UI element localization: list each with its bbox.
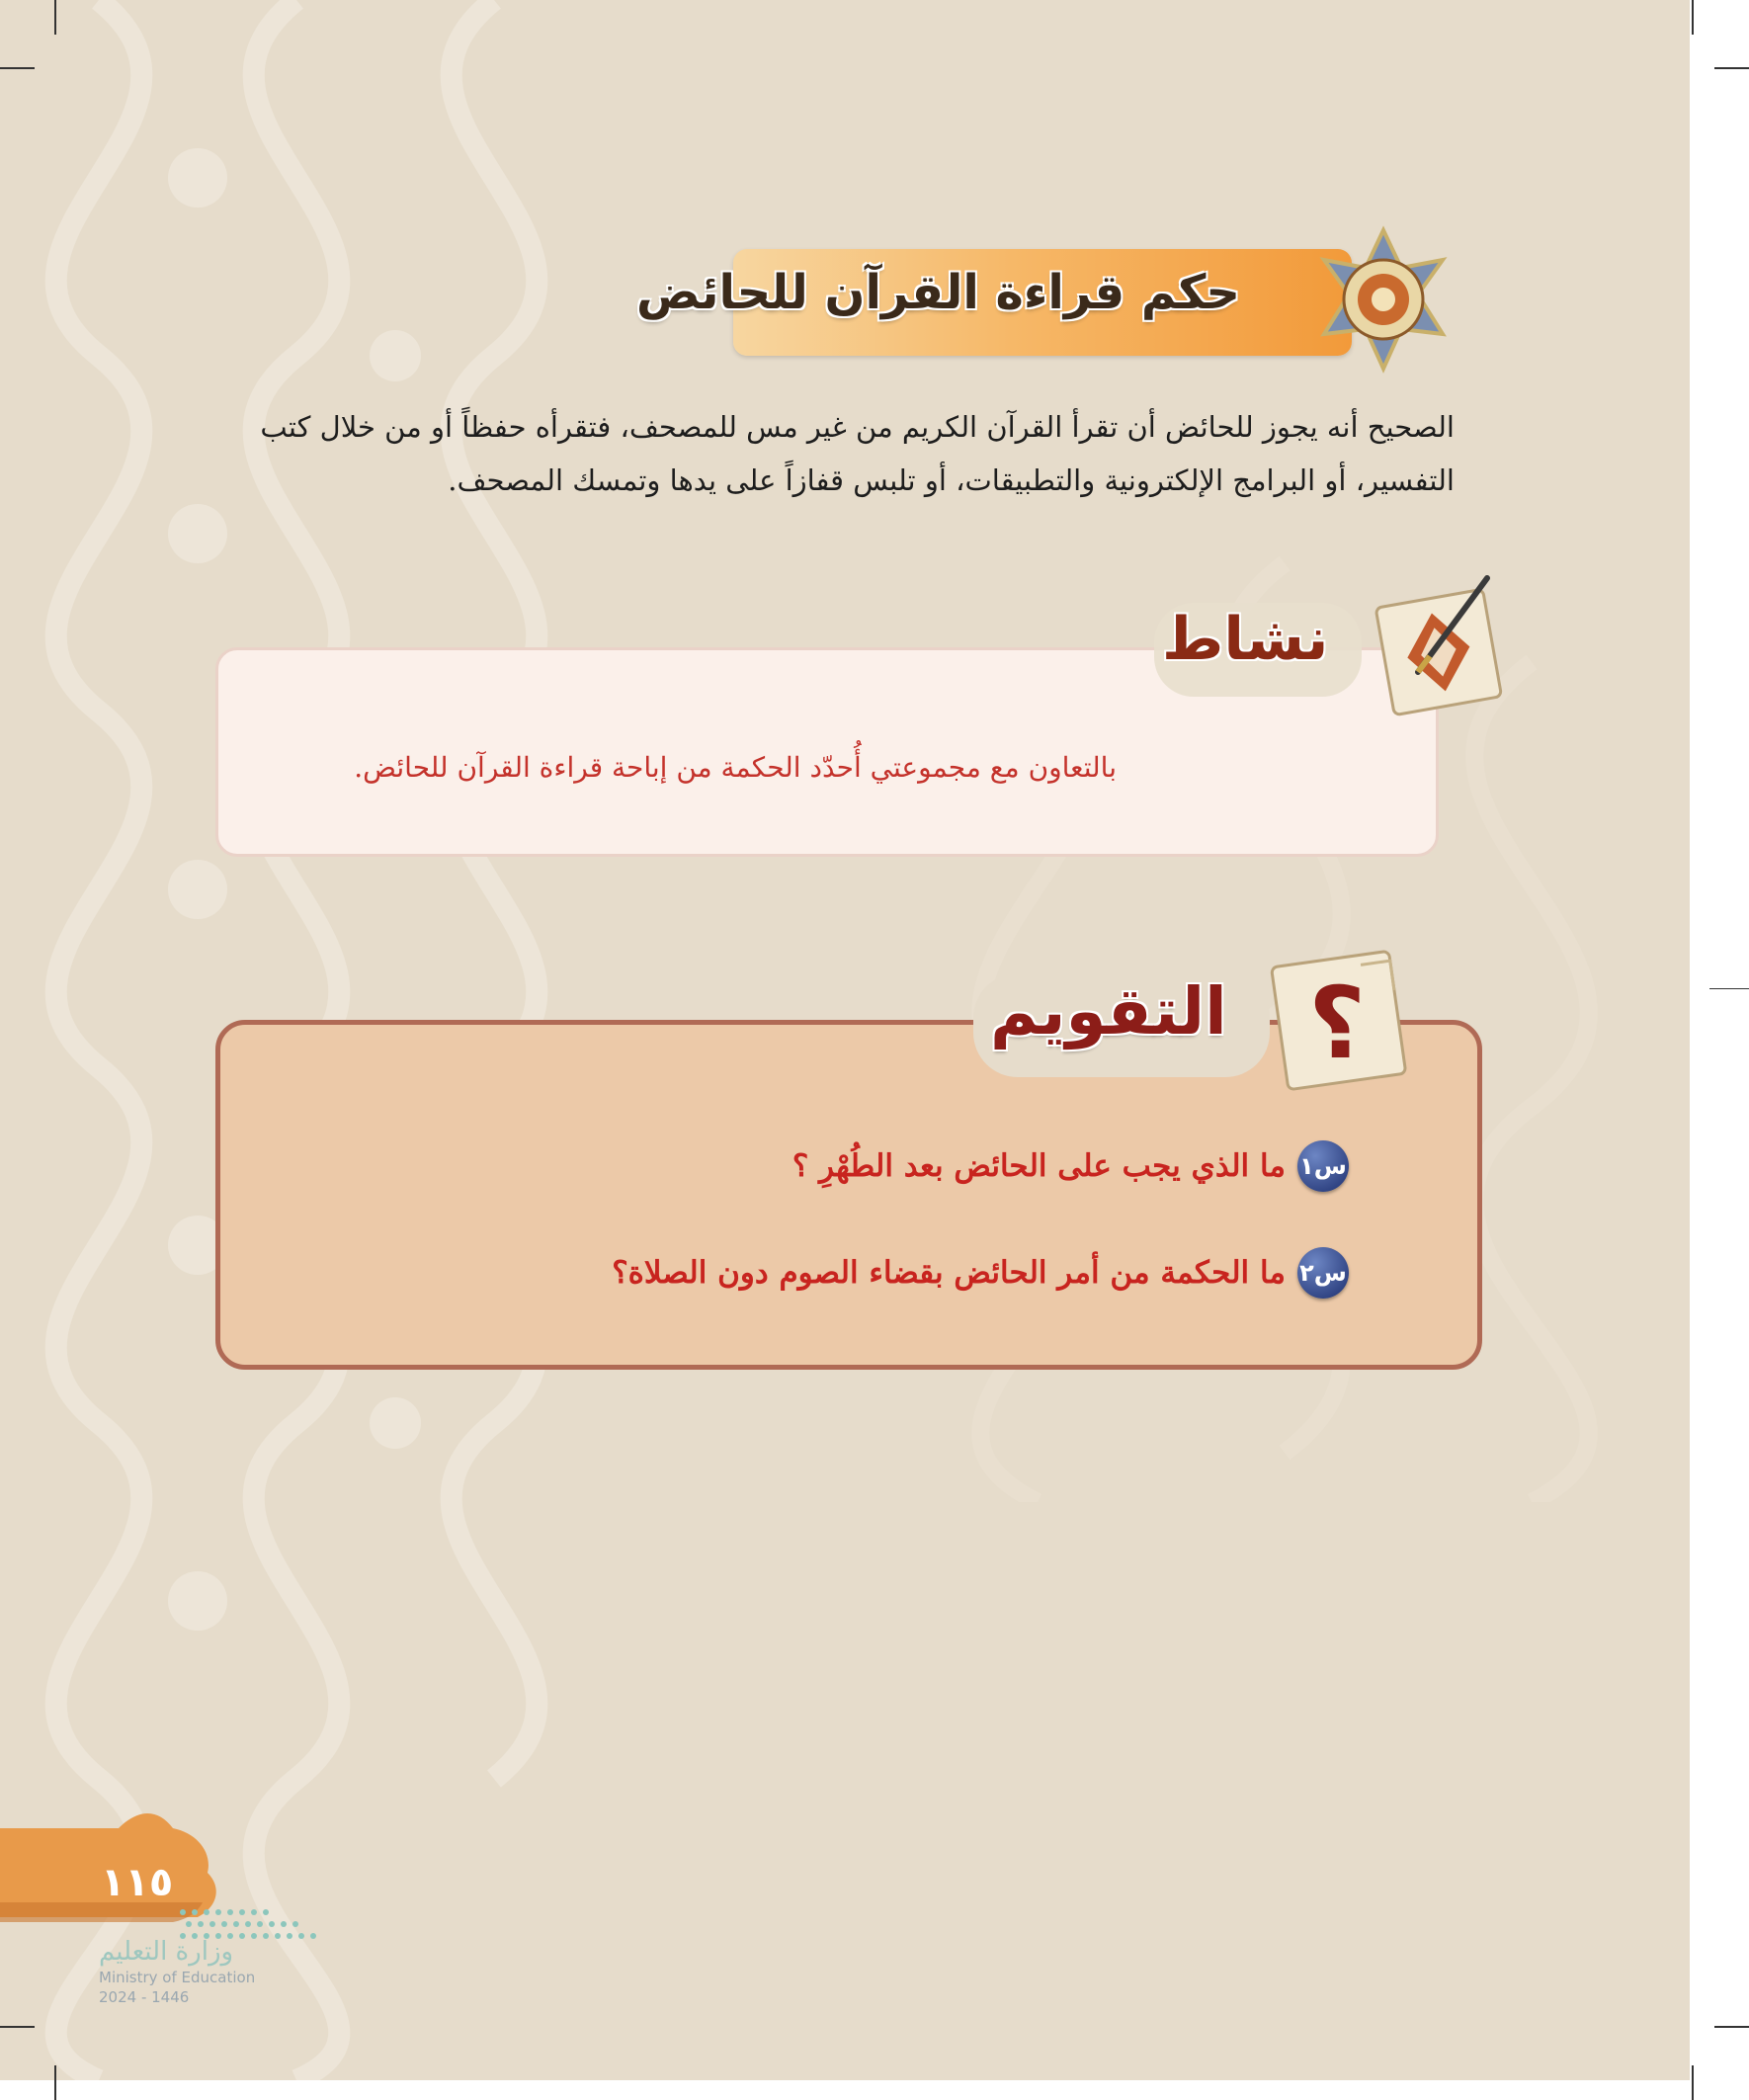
crop-mark <box>54 2065 56 2100</box>
ministry-name-english: Ministry of Education <box>99 1969 256 1986</box>
crop-mark <box>1714 67 1749 69</box>
edition-year: 2024 - 1446 <box>99 1988 190 2006</box>
section-title: حكم قراءة القرآن للحائض <box>636 265 1240 320</box>
intro-line-1: الصحيح أنه يجوز للحائض أن تقرأ القرآن الكريم من غير مس للمصحف، فتقرأه حفظاً أو من خلال كتب <box>260 410 1455 444</box>
question-text: ما الذي يجب على الحائض بعد الطُهْرِ ؟ <box>791 1148 1286 1184</box>
question-badge: س٢ <box>1297 1247 1349 1299</box>
question-mark-glyph: ؟ <box>1307 966 1367 1081</box>
activity-instruction: بالتعاون مع مجموعتي أُحدّد الحكمة من إباحة قراءة القرآن للحائض. <box>354 751 1117 784</box>
intro-paragraph <box>209 400 1455 507</box>
evaluation-label: التقويم <box>990 973 1227 1050</box>
question-badge: س١ <box>1297 1140 1349 1192</box>
crop-mark <box>1692 2065 1694 2100</box>
crop-mark <box>54 0 56 35</box>
ministry-name-arabic: وزارة التعليم <box>99 1937 234 1967</box>
crop-mark <box>0 67 35 69</box>
activity-label: نشاط <box>1162 605 1329 674</box>
crop-mark <box>1692 0 1694 35</box>
question-mark-card-icon <box>1250 939 1428 1107</box>
star-medallion-icon <box>1309 225 1458 374</box>
ministry-logo-dots-icon <box>173 1902 321 1942</box>
question-row-1 <box>792 1140 1349 1192</box>
crop-mark <box>1709 988 1749 989</box>
page-number: ١١٥ <box>101 1860 174 1905</box>
question-row-2 <box>612 1247 1349 1299</box>
pen-and-paper-icon <box>1359 568 1517 726</box>
crop-mark <box>1714 2026 1749 2028</box>
crop-mark <box>0 2026 35 2028</box>
intro-line-2: التفسير، أو البرامج الإلكترونية والتطبيقات، أو تلبس قفازاً على يدها وتمسك المصحف. <box>448 463 1455 497</box>
question-text: ما الحكمة من أمر الحائض بقضاء الصوم دون الصلاة؟ <box>612 1255 1286 1291</box>
